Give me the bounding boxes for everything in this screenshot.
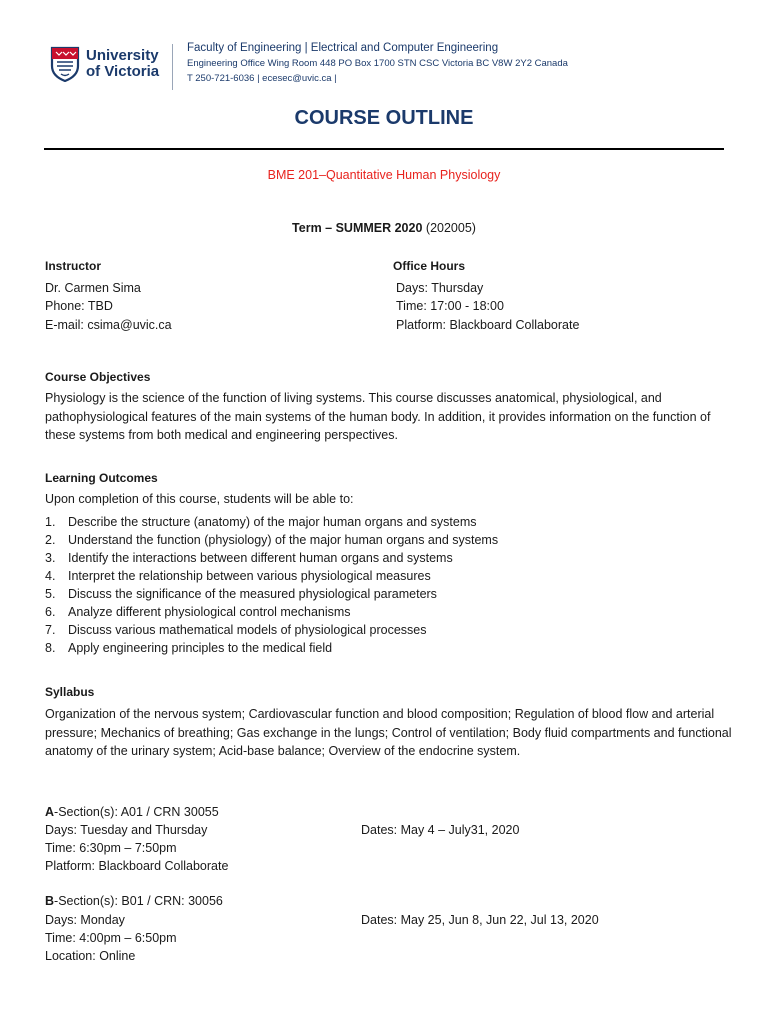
header-divider	[172, 44, 173, 90]
section-a-time: Time: 6:30pm – 7:50pm	[45, 841, 177, 855]
objectives-text: Physiology is the science of the function of living systems. This course discusses anatomical, physiological, and pathophysiological features of the main systems of the human body. In addition, it provides information on the function of these systems from both medical and engineering perspectives.	[45, 391, 711, 442]
office-address: Engineering Office Wing Room 448 PO Box 1700 STN CSC Victoria BC V8W 2Y2 Canada	[187, 58, 568, 69]
page-title: COURSE OUTLINE	[294, 107, 474, 129]
list-item	[45, 585, 735, 603]
section-a-dates: Dates: May 4 – July31, 2020	[361, 823, 520, 837]
course-name: BME 201–Quantitative Human Physiology	[267, 168, 501, 182]
title-rule	[44, 148, 724, 150]
term-label: Term – SUMMER 2020	[292, 221, 423, 235]
list-item	[45, 603, 735, 621]
section-b-days: Days: Monday	[45, 913, 125, 927]
section-a-label	[45, 803, 219, 822]
list-item-number: 6.	[45, 605, 56, 619]
section-b-crn: -Section(s): B01 / CRN: 30056	[54, 894, 223, 908]
section-b-location: Location: Online	[45, 949, 136, 963]
list-item	[45, 567, 735, 585]
term-code: (202005)	[425, 221, 476, 235]
instructor-heading: Instructor	[45, 259, 102, 273]
university-logo	[50, 44, 162, 88]
list-item-text: Apply engineering principles to the medical field	[68, 641, 333, 655]
list-item	[45, 531, 735, 549]
term	[0, 221, 768, 235]
logo-wordmark	[86, 48, 159, 80]
section-b-time: Time: 4:00pm – 6:50pm	[45, 931, 177, 945]
section-a-platform: Platform: Blackboard Collaborate	[45, 859, 229, 873]
outcomes-heading: Learning Outcomes	[45, 471, 158, 485]
list-item-text: Discuss various mathematical models of physiological processes	[68, 623, 427, 637]
list-item	[45, 621, 735, 639]
list-item	[45, 513, 735, 531]
section-a-days: Days: Tuesday and Thursday	[45, 823, 208, 837]
list-item-text: Understand the function (physiology) of the major human organs and systems	[68, 533, 499, 547]
list-item-number: 5.	[45, 587, 56, 601]
instructor-email: E-mail: csima@uvic.ca	[45, 318, 172, 332]
list-item-text: Discuss the significance of the measured physiological parameters	[68, 587, 437, 601]
list-item-text: Interpret the relationship between various physiological measures	[68, 569, 431, 583]
office-hours-heading: Office Hours	[393, 259, 466, 273]
logo-line-1: University	[86, 47, 159, 64]
office-hours-time: Time: 17:00 - 18:00	[396, 299, 504, 313]
section-a-prefix: A	[45, 805, 55, 819]
list-item-text: Identify the interactions between different human organs and systems	[68, 551, 453, 565]
list-item	[45, 549, 735, 567]
list-item-number: 7.	[45, 623, 56, 637]
office-hours-days: Days: Thursday	[396, 281, 484, 295]
instructor-name: Dr. Carmen Sima	[45, 281, 141, 295]
list-item-number: 8.	[45, 641, 56, 655]
list-item-text: Describe the structure (anatomy) of the major human organs and systems	[68, 515, 477, 529]
section-b-label	[45, 892, 223, 911]
contact-info: T 250-721-6036 | ecesec@uvic.ca |	[187, 73, 337, 84]
outcomes-list	[45, 513, 735, 657]
objectives-heading: Course Objectives	[45, 370, 151, 384]
section-b-prefix: B	[45, 894, 55, 908]
faculty-department: Faculty of Engineering | Electrical and Computer Engineering	[187, 42, 499, 54]
syllabus-text: Organization of the nervous system; Cardiovascular function and blood composition; Regulation of blood flow and arterial pressure; Mechanics of breathing; Gas exchange in the lungs; Control of ventilation; Body fluid compartments and functional anatomy of the urinary system; Acid-base balance; Overview of the endocrine system.	[45, 707, 732, 758]
office-hours-platform: Platform: Blackboard Collaborate	[396, 318, 580, 332]
logo-line-2: of Victoria	[86, 63, 160, 80]
syllabus-heading: Syllabus	[45, 685, 95, 699]
list-item	[45, 639, 735, 657]
list-item-number: 2.	[45, 533, 56, 547]
shield-icon	[50, 46, 80, 82]
list-item-number: 1.	[45, 515, 56, 529]
list-item-number: 3.	[45, 551, 56, 565]
section-b-dates: Dates: May 25, Jun 8, Jun 22, Jul 13, 2020	[361, 913, 599, 927]
outcomes-intro: Upon completion of this course, students will be able to:	[45, 492, 354, 506]
list-item-text: Analyze different physiological control mechanisms	[68, 605, 351, 619]
list-item-number: 4.	[45, 569, 56, 583]
instructor-phone: Phone: TBD	[45, 299, 113, 313]
section-a-crn: -Section(s): A01 / CRN 30055	[54, 805, 219, 819]
